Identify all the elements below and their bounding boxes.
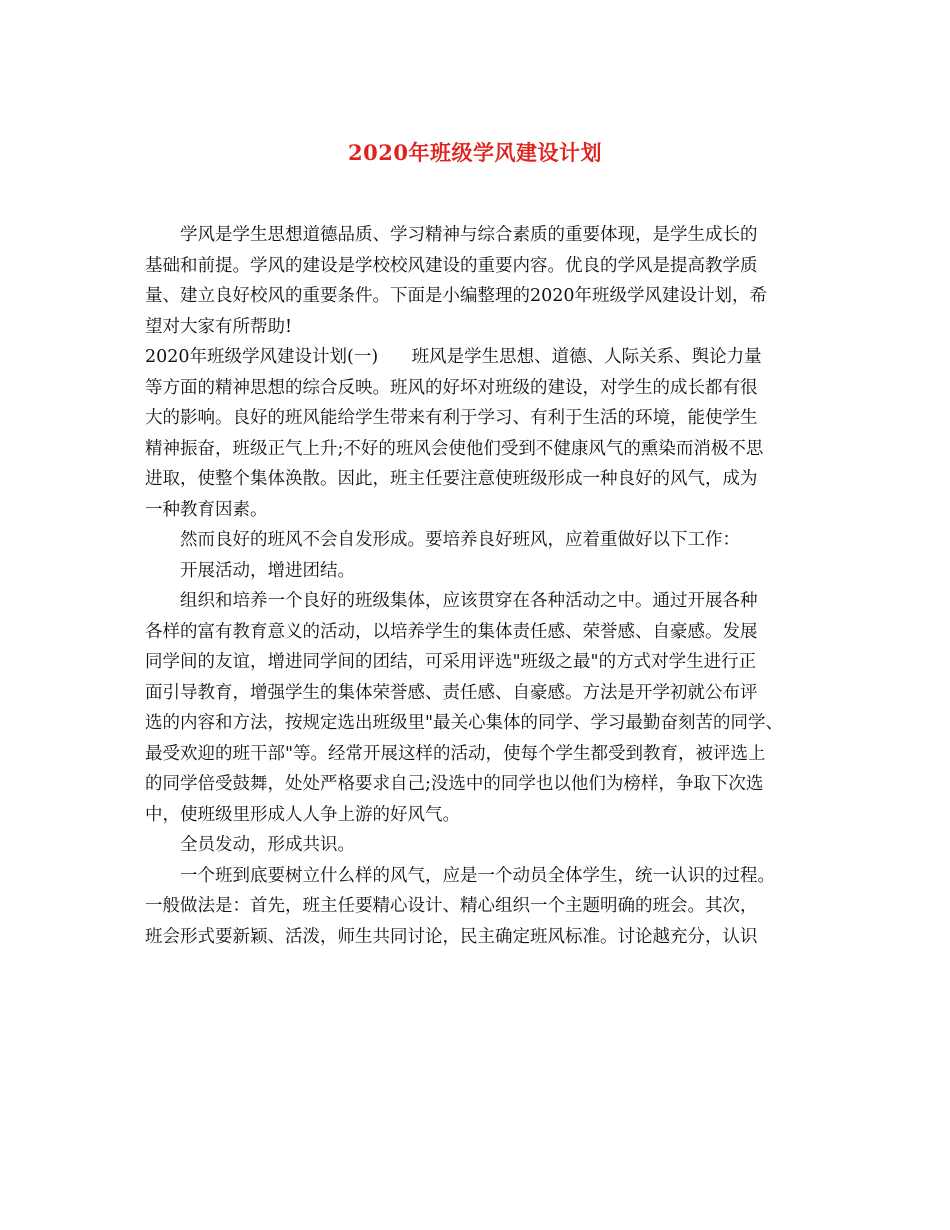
text-line: 面引导教育，增强学生的集体荣誉感、责任感、自豪感。方法是开学初就公布评 [145, 682, 758, 703]
text-line: 各样的富有教育意义的活动，以培养学生的集体责任感、荣誉感、自豪感。发展 [145, 621, 758, 642]
text-line: 2020年班级学风建设计划(一) 班风是学生思想、道德、人际关系、舆论力量 [145, 347, 762, 367]
text-line: 一种教育因素。 [145, 499, 268, 520]
text-line: 一般做法是：首先，班主任要精心设计、精心组织一个主题明确的班会。其次， [145, 896, 758, 916]
text-line: 中，使班级里形成人人争上游的好风气。 [145, 804, 460, 825]
text-line: 一个班到底要树立什么样的风气，应是一个动员全体学生，统一认识的过程。 [180, 865, 775, 886]
text-line: 大的影响。良好的班风能给学生带来有利于学习、有利于生活的环境，能使学生 [145, 408, 758, 428]
text-line: 班会形式要新颖、活泼，师生共同讨论，民主确定班风标准。讨论越充分，认识 [145, 926, 758, 947]
text-line: 精神振奋，班级正气上升;不好的班风会使他们受到不健康风气的熏染而消极不思 [145, 438, 764, 459]
text-line: 最受欢迎的班干部"等。经常开展这样的活动，使每个学生都受到教育，被评选上 [145, 743, 766, 764]
text-line: 望对大家有所帮助! [145, 316, 293, 337]
document-title: 2020年班级学风建设计划 [348, 140, 602, 165]
text-line: 同学间的友谊，增进同学间的团结，可采用评选"班级之最"的方式对学生进行正 [145, 652, 757, 672]
text-line: 量、建立良好校风的重要条件。下面是小编整理的2020年班级学风建设计划，希 [145, 286, 768, 306]
text-line: 等方面的精神思想的综合反映。班风的好坏对班级的建设，对学生的成长都有很 [145, 377, 758, 398]
text-line: 的同学倍受鼓舞，处处严格要求自己;没选中的同学也以他们为榜样，争取下次选 [145, 774, 764, 794]
text-line: 开展活动，增进团结。 [180, 560, 355, 581]
text-line: 进取，使整个集体涣散。因此，班主任要注意使班级形成一种良好的风气，成为 [145, 469, 758, 489]
text-line: 学风是学生思想道德品质、学习精神与综合素质的重要体现，是学生成长的 [180, 225, 758, 245]
text-line: 全员发动，形成共识。 [180, 835, 355, 855]
text-line: 然而良好的班风不会自发形成。要培养良好班风，应着重做好以下工作： [180, 530, 740, 550]
text-line: 基础和前提。学风的建设是学校校风建设的重要内容。优良的学风是提高教学质 [145, 255, 758, 276]
document-body [145, 220, 825, 952]
text-line: 选的内容和方法，按规定选出班级里"最关心集体的同学、学习最勤奋刻苦的同学、 [145, 713, 784, 733]
text-line: 组织和培养一个良好的班级集体，应该贯穿在各种活动之中。通过开展各种 [180, 591, 758, 611]
